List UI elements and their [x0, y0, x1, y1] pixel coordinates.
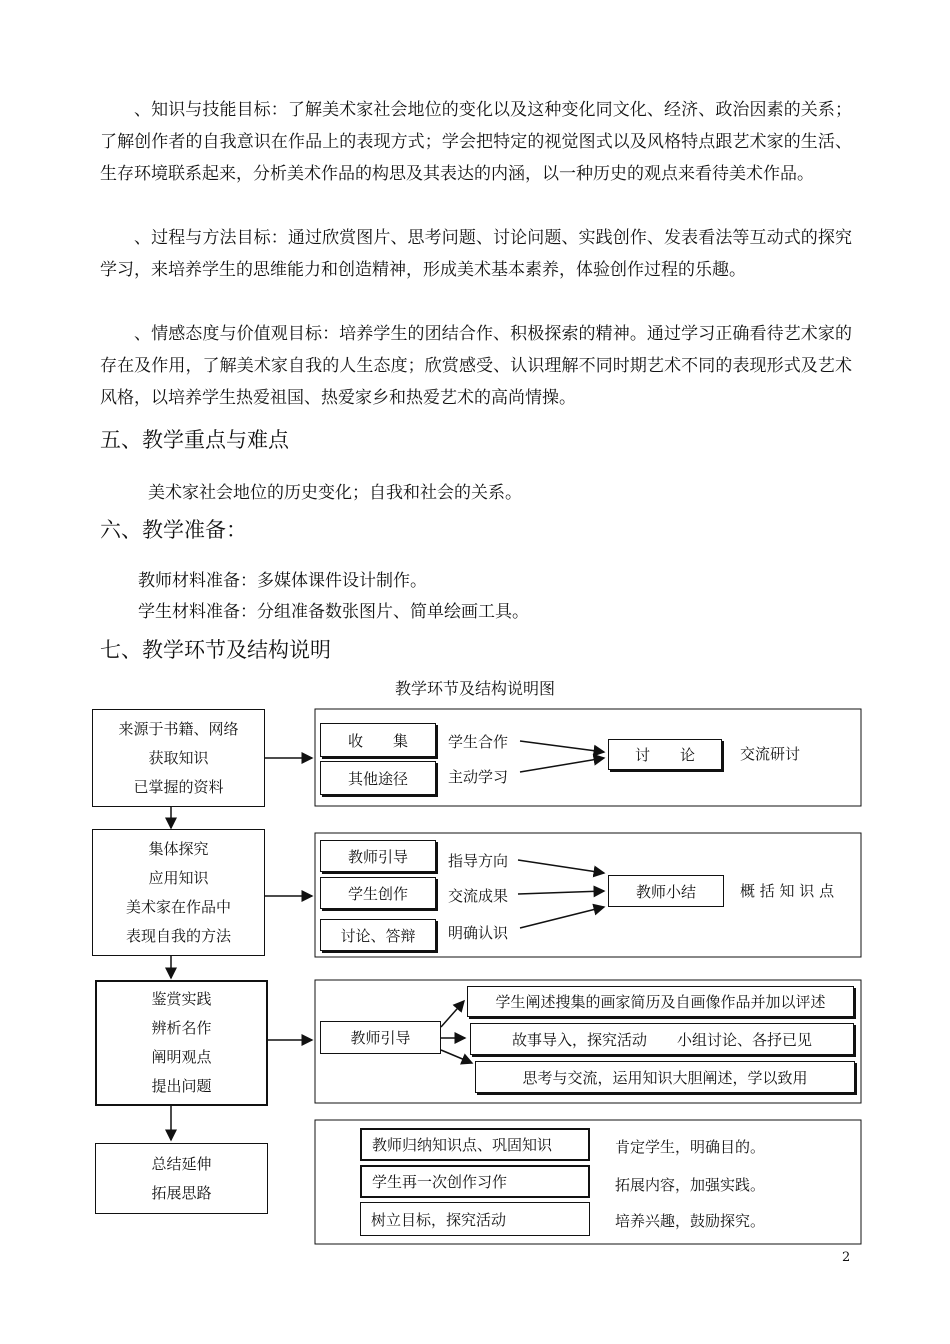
label-exchange: 交流研讨 — [740, 745, 801, 763]
row4-left-line: 总结延伸 — [151, 1154, 212, 1173]
label-student-coop: 学生合作 — [448, 733, 509, 751]
row2-left-line: 集体探究 — [148, 839, 209, 858]
row4-box-b: 学生再一次创作习作 — [360, 1165, 590, 1198]
row3-appreciate-box — [95, 980, 268, 1106]
label-clarify: 明确认识 — [448, 924, 509, 942]
other-way-box: 其他途径 — [320, 761, 436, 795]
section6-heading: 六、教学准备： — [100, 518, 247, 542]
objective-emotion: 、情感态度与价值观目标：培养学生的团结合作、积极探索的精神。通过学习正确看待艺术家的存在及作用，了解美术家自我的人生态度；欣赏感受、认识理解不同时期艺术不同的表现形式及艺术风格，以培养学生热爱祖国、热爱家乡和热爱艺术的高尚情操。 — [100, 324, 852, 408]
collect-box: 收 集 — [320, 723, 436, 757]
objective-knowledge: 、知识与技能目标：了解美术家社会地位的变化以及这种变化同文化、经济、政治因素的关系；了解创作者的自我意识在作品上的表现方式；学会把特定的视觉图式以及风格特点跟艺术家的生活、生存环境联系起来，分析美术作品的构思及其表达的内涵，以一种历史的观点来看待美术作品。 — [100, 100, 852, 184]
row2-explore-box — [92, 829, 265, 956]
row3-box-a: 学生阐述搜集的画家简历及自画像作品并加以评述 — [467, 986, 854, 1017]
row3-teacher-guide-box: 教师引导 — [320, 1021, 441, 1054]
row3-box-b: 故事导入，探究活动 小组讨论、各抒已见 — [470, 1023, 854, 1055]
discuss-box: 讨 论 — [608, 739, 722, 770]
arrow-coop-discuss — [520, 741, 604, 752]
row4-box-a: 教师归纳知识点、巩固知识 — [360, 1128, 590, 1161]
row3-left-line: 鉴赏实践 — [151, 990, 212, 1008]
row4-label-a: 肯定学生，明确目的。 — [615, 1138, 766, 1156]
row4-label-b: 拓展内容，加强实践。 — [615, 1176, 766, 1194]
arrow-clarify-summary — [520, 907, 604, 928]
row4-label-c: 培养兴趣，鼓励探究。 — [615, 1212, 766, 1230]
row3-left-line: 辨析名作 — [151, 1019, 212, 1037]
row1-left-line: 已掌握的资料 — [133, 777, 224, 796]
label-direction: 指导方向 — [448, 852, 509, 870]
student-create-box: 学生创作 — [320, 877, 436, 909]
objective-process: 、过程与方法目标：通过欣赏图片、思考问题、讨论问题、实践创作、发表看法等互动式的探究学习，来培养学生的思维能力和创造精神，形成美术基本素养，体验创作过程的乐趣。 — [100, 228, 852, 280]
row2-left-line: 美术家在作品中 — [125, 897, 231, 916]
diagram-title: 教学环节及结构说明图 — [394, 679, 555, 698]
row4-box-c: 树立目标，探究活动 — [360, 1202, 590, 1236]
student-materials: 学生材料准备：分组准备数张图片、简单绘画工具。 — [138, 602, 529, 622]
section7-heading: 七、教学环节及结构说明 — [100, 638, 331, 662]
row1-left-line: 来源于书籍、网络 — [118, 719, 239, 738]
label-summarize: 概 括 知 识 点 — [740, 882, 835, 900]
row3-left-line: 提出问题 — [151, 1077, 212, 1095]
arrow-direction-summary — [518, 860, 604, 873]
page-number: 2 — [842, 1250, 851, 1265]
arrow-results-summary — [518, 891, 604, 894]
label-results: 交流成果 — [448, 887, 509, 905]
row2-left-line: 应用知识 — [148, 868, 209, 887]
row1-left-line: 获取知识 — [148, 748, 209, 767]
arrow-guide-a — [441, 1001, 464, 1027]
section5-heading: 五、教学重点与难点 — [100, 428, 289, 452]
section5-text: 美术家社会地位的历史变化；自我和社会的关系。 — [148, 483, 522, 503]
teacher-summary-box: 教师小结 — [608, 875, 724, 907]
arrow-self-discuss — [520, 758, 604, 772]
row1-source-box — [92, 709, 265, 807]
row3-box-c: 思考与交流，运用知识大胆阐述，学以致用 — [475, 1061, 855, 1093]
label-active-learning: 主动学习 — [448, 768, 509, 786]
teacher-materials: 教师材料准备：多媒体课件设计制作。 — [138, 571, 427, 591]
row4-left-line: 拓展思路 — [151, 1183, 212, 1202]
row2-left-line: 表现自我的方法 — [125, 926, 231, 945]
arrow-guide-c — [441, 1050, 472, 1063]
row3-left-line: 阐明观点 — [151, 1048, 212, 1066]
teacher-guide-box: 教师引导 — [320, 840, 436, 872]
row4-summary-box — [95, 1143, 268, 1214]
debate-box: 讨论、答辩 — [320, 919, 436, 951]
